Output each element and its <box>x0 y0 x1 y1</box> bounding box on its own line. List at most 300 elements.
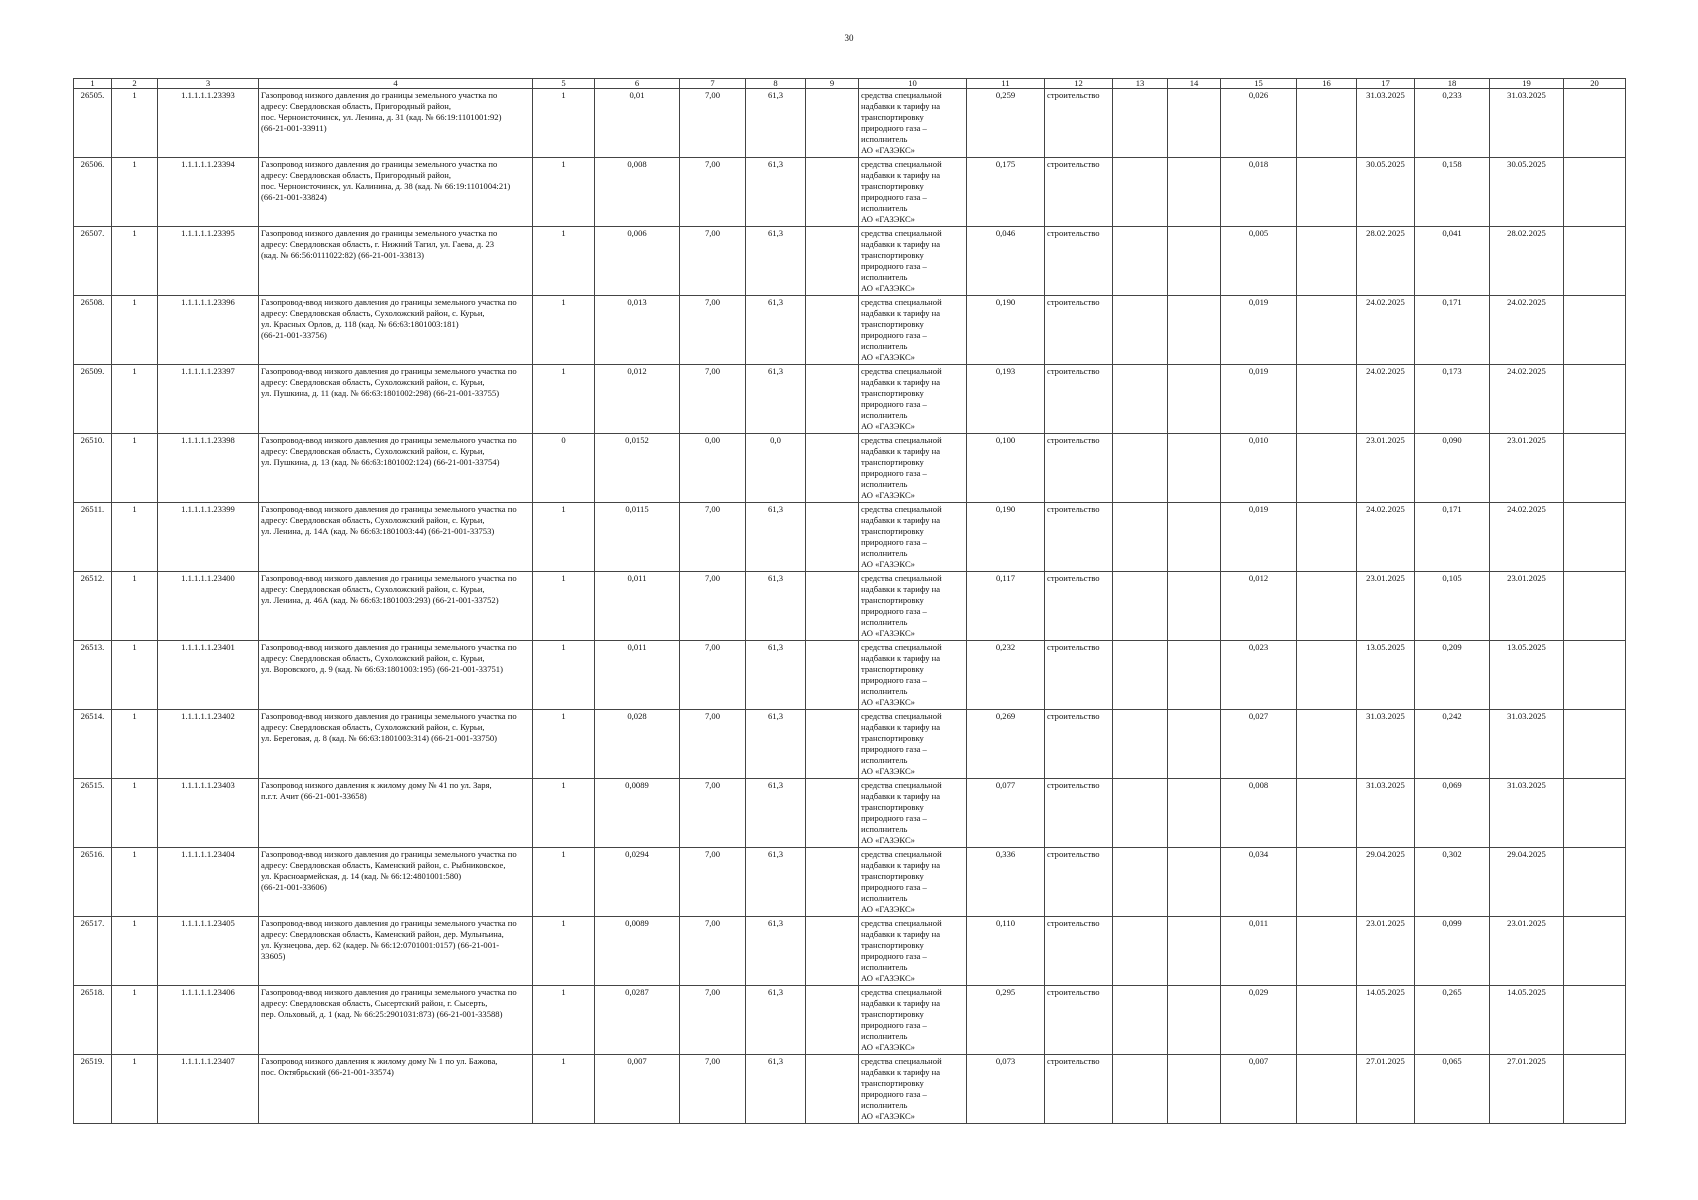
cell <box>1297 158 1357 227</box>
cell: 1 <box>533 917 595 986</box>
cell <box>1168 227 1221 296</box>
cell: 1 <box>533 89 595 158</box>
funding-source: средства специальной надбавки к тарифу на транспортировку природного газа – исполнитель АО «ГАЗЭКС» <box>859 986 967 1055</box>
cell: 61,3 <box>746 1055 806 1124</box>
object-description: Газопровод низкого давления к жилому дому № 1 по ул. Бажова, пос. Октябрьский (66-21-001-33574) <box>259 1055 533 1124</box>
cell <box>1168 779 1221 848</box>
column-number-row <box>74 79 1626 89</box>
object-code: 1.1.1.1.1.23405 <box>158 917 259 986</box>
work-type: строительство <box>1045 365 1113 434</box>
cell <box>1297 434 1357 503</box>
cell: 7,00 <box>680 986 746 1055</box>
funding-source: средства специальной надбавки к тарифу на транспортировку природного газа – исполнитель АО «ГАЗЭКС» <box>859 917 967 986</box>
cell <box>1113 641 1168 710</box>
cell: 1 <box>533 503 595 572</box>
object-description: Газопровод низкого давления до границы земельного участка по адресу: Свердловская область, Пригородный район, пос. Черноисточинск, ул. Ленина, д. 31 (кад. № 66:19:1101001:92) (66-21-001-33911) <box>259 89 533 158</box>
start-date: 13.05.2025 <box>1357 641 1415 710</box>
cell <box>1564 986 1626 1055</box>
cell: 61,3 <box>746 986 806 1055</box>
end-date: 30.05.2025 <box>1490 158 1564 227</box>
column-header: 15 <box>1221 79 1297 89</box>
cell: 0,008 <box>1221 779 1297 848</box>
cell <box>1113 848 1168 917</box>
work-type: строительство <box>1045 89 1113 158</box>
object-description: Газопровод-ввод низкого давления до границы земельного участка по адресу: Свердловская область, Каменский район, дер. Мульнъина, ул. Кузнецова, дер. 62 (кадер. № 66:12:0701001:0157) (66-21-001- 33605) <box>259 917 533 986</box>
object-code: 1.1.1.1.1.23401 <box>158 641 259 710</box>
cell: 7,00 <box>680 365 746 434</box>
work-type: строительство <box>1045 1055 1113 1124</box>
cell <box>806 158 859 227</box>
cell: 7,00 <box>680 296 746 365</box>
cell: 0,019 <box>1221 365 1297 434</box>
cell: 7,00 <box>680 1055 746 1124</box>
end-date: 24.02.2025 <box>1490 503 1564 572</box>
row-number: 26516. <box>74 848 112 917</box>
cell <box>1564 503 1626 572</box>
end-date: 31.03.2025 <box>1490 779 1564 848</box>
column-header: 18 <box>1415 79 1490 89</box>
column-header: 17 <box>1357 79 1415 89</box>
cell: 0,073 <box>967 1055 1045 1124</box>
cell <box>1168 710 1221 779</box>
cell: 61,3 <box>746 779 806 848</box>
cell <box>1297 227 1357 296</box>
cell: 1 <box>112 572 158 641</box>
cell: 0,117 <box>967 572 1045 641</box>
funding-source: средства специальной надбавки к тарифу на транспортировку природного газа – исполнитель АО «ГАЗЭКС» <box>859 158 967 227</box>
object-description: Газопровод-ввод низкого давления до границы земельного участка по адресу: Свердловская область, Сухоложский район, с. Курьи, ул. Пушкина, д. 13 (кад. № 66:63:1801002:124) (66-21-001-33754) <box>259 434 533 503</box>
cell: 7,00 <box>680 158 746 227</box>
cell: 0 <box>533 434 595 503</box>
cell <box>1113 572 1168 641</box>
row-number: 26509. <box>74 365 112 434</box>
cell: 0,269 <box>967 710 1045 779</box>
cell <box>806 227 859 296</box>
cell: 0,006 <box>595 227 680 296</box>
cell <box>806 572 859 641</box>
cell <box>1564 89 1626 158</box>
funding-source: средства специальной надбавки к тарифу на транспортировку природного газа – исполнитель АО «ГАЗЭКС» <box>859 365 967 434</box>
cell <box>806 1055 859 1124</box>
cell <box>1168 641 1221 710</box>
cell: 1 <box>112 365 158 434</box>
cell: 7,00 <box>680 89 746 158</box>
cell: 1 <box>533 296 595 365</box>
cell: 0,007 <box>595 1055 680 1124</box>
column-header: 7 <box>680 79 746 89</box>
cell: 0,0089 <box>595 779 680 848</box>
object-code: 1.1.1.1.1.23399 <box>158 503 259 572</box>
object-description: Газопровод-ввод низкого давления до границы земельного участка по адресу: Свердловская область, Сухоложский район, с. Курьи, ул. Ленина, д. 46А (кад. № 66:63:1801003:293) (66-21-001-33752) <box>259 572 533 641</box>
cell <box>1297 986 1357 1055</box>
cell <box>1168 89 1221 158</box>
cell: 0,209 <box>1415 641 1490 710</box>
object-code: 1.1.1.1.1.23406 <box>158 986 259 1055</box>
cell <box>1297 710 1357 779</box>
cell: 1 <box>112 503 158 572</box>
funding-source: средства специальной надбавки к тарифу на транспортировку природного газа – исполнитель АО «ГАЗЭКС» <box>859 434 967 503</box>
cell <box>1564 710 1626 779</box>
column-header: 3 <box>158 79 259 89</box>
object-description: Газопровод-ввод низкого давления до границы земельного участка по адресу: Свердловская область, Сухоложский район, с. Курьи, ул. Пушкина, д. 11 (кад. № 66:63:1801002:298) (66-21-001-33755) <box>259 365 533 434</box>
cell: 1 <box>112 1055 158 1124</box>
start-date: 24.02.2025 <box>1357 503 1415 572</box>
cell <box>806 917 859 986</box>
object-description: Газопровод-ввод низкого давления до границы земельного участка по адресу: Свердловская область, Сухоложский район, с. Курьи, ул. Береговая, д. 8 (кад. № 66:63:1801003:314) (66-21-001-33750) <box>259 710 533 779</box>
cell: 7,00 <box>680 572 746 641</box>
cell: 0,011 <box>595 641 680 710</box>
work-type: строительство <box>1045 710 1113 779</box>
cell: 0,100 <box>967 434 1045 503</box>
cell: 1 <box>533 1055 595 1124</box>
table-row <box>74 710 1626 779</box>
table-row <box>74 572 1626 641</box>
row-number: 26508. <box>74 296 112 365</box>
object-description: Газопровод-ввод низкого давления до границы земельного участка по адресу: Свердловская область, Сухоложский район, с. Курьи, ул. Воровского, д. 9 (кад. № 66:63:1801003:195) (66-21-001-33751) <box>259 641 533 710</box>
cell: 0,013 <box>595 296 680 365</box>
cell: 1 <box>533 710 595 779</box>
column-header: 1 <box>74 79 112 89</box>
cell <box>1113 917 1168 986</box>
cell: 1 <box>533 572 595 641</box>
end-date: 31.03.2025 <box>1490 89 1564 158</box>
cell: 7,00 <box>680 227 746 296</box>
cell <box>1113 1055 1168 1124</box>
cell: 0,0287 <box>595 986 680 1055</box>
cell: 0,173 <box>1415 365 1490 434</box>
table-row <box>74 848 1626 917</box>
table-row <box>74 158 1626 227</box>
cell: 0,0 <box>746 434 806 503</box>
cell: 1 <box>533 641 595 710</box>
cell: 0,190 <box>967 296 1045 365</box>
start-date: 14.05.2025 <box>1357 986 1415 1055</box>
start-date: 27.01.2025 <box>1357 1055 1415 1124</box>
cell: 7,00 <box>680 503 746 572</box>
work-type: строительство <box>1045 572 1113 641</box>
cell <box>806 434 859 503</box>
start-date: 28.02.2025 <box>1357 227 1415 296</box>
cell: 61,3 <box>746 572 806 641</box>
cell: 0,232 <box>967 641 1045 710</box>
column-header: 20 <box>1564 79 1626 89</box>
cell: 0,0089 <box>595 917 680 986</box>
column-header: 10 <box>859 79 967 89</box>
end-date: 28.02.2025 <box>1490 227 1564 296</box>
cell: 7,00 <box>680 710 746 779</box>
cell <box>1564 158 1626 227</box>
end-date: 31.03.2025 <box>1490 710 1564 779</box>
cell <box>1564 227 1626 296</box>
object-description: Газопровод-ввод низкого давления до границы земельного участка по адресу: Свердловская область, Сухоложский район, с. Курьи, ул. Красных Орлов, д. 118 (кад. № 66:63:1801003:181) (66-21-001-33756) <box>259 296 533 365</box>
end-date: 24.02.2025 <box>1490 365 1564 434</box>
cell: 61,3 <box>746 158 806 227</box>
cell: 1 <box>112 434 158 503</box>
funding-source: средства специальной надбавки к тарифу на транспортировку природного газа – исполнитель АО «ГАЗЭКС» <box>859 641 967 710</box>
cell <box>1113 158 1168 227</box>
cell: 0,00 <box>680 434 746 503</box>
cell: 0,265 <box>1415 986 1490 1055</box>
cell: 7,00 <box>680 641 746 710</box>
table-body <box>74 89 1626 1124</box>
object-code: 1.1.1.1.1.23394 <box>158 158 259 227</box>
work-type: строительство <box>1045 986 1113 1055</box>
cell: 0,034 <box>1221 848 1297 917</box>
cell: 0,011 <box>595 572 680 641</box>
cell <box>1168 365 1221 434</box>
cell: 0,171 <box>1415 296 1490 365</box>
object-description: Газопровод-ввод низкого давления до границы земельного участка по адресу: Свердловская область, Сысертский район, г. Сысерть, пер. Ольховый, д. 1 (кад. № 66:25:2901031:873) (66-21-001-33588) <box>259 986 533 1055</box>
cell <box>1113 503 1168 572</box>
investment-table <box>73 78 1626 1124</box>
row-number: 26505. <box>74 89 112 158</box>
cell <box>806 710 859 779</box>
cell <box>1564 365 1626 434</box>
cell <box>1113 986 1168 1055</box>
cell: 0,105 <box>1415 572 1490 641</box>
cell: 0,0115 <box>595 503 680 572</box>
start-date: 24.02.2025 <box>1357 296 1415 365</box>
cell <box>1564 779 1626 848</box>
cell: 61,3 <box>746 917 806 986</box>
cell: 0,242 <box>1415 710 1490 779</box>
cell: 0,175 <box>967 158 1045 227</box>
object-description: Газопровод низкого давления до границы земельного участка по адресу: Свердловская область, г. Нижний Тагил, ул. Гаева, д. 23 (кад. № 66:56:0111022:82) (66-21-001-33813) <box>259 227 533 296</box>
row-number: 26519. <box>74 1055 112 1124</box>
cell <box>806 296 859 365</box>
cell <box>1564 434 1626 503</box>
table-row <box>74 1055 1626 1124</box>
cell: 1 <box>533 227 595 296</box>
work-type: строительство <box>1045 503 1113 572</box>
table-row <box>74 779 1626 848</box>
work-type: строительство <box>1045 227 1113 296</box>
object-code: 1.1.1.1.1.23396 <box>158 296 259 365</box>
column-header: 8 <box>746 79 806 89</box>
cell: 0,028 <box>595 710 680 779</box>
object-description: Газопровод низкого давления до границы земельного участка по адресу: Свердловская область, Пригородный район, пос. Черноисточинск, ул. Калинина, д. 38 (кад. № 66:19:1101004:21) (66-21-001-33824) <box>259 158 533 227</box>
cell: 61,3 <box>746 296 806 365</box>
object-code: 1.1.1.1.1.23395 <box>158 227 259 296</box>
cell <box>1297 917 1357 986</box>
start-date: 30.05.2025 <box>1357 158 1415 227</box>
table-row <box>74 296 1626 365</box>
cell <box>1168 917 1221 986</box>
start-date: 31.03.2025 <box>1357 710 1415 779</box>
cell: 0,027 <box>1221 710 1297 779</box>
cell: 1 <box>533 986 595 1055</box>
cell: 1 <box>112 848 158 917</box>
object-code: 1.1.1.1.1.23400 <box>158 572 259 641</box>
funding-source: средства специальной надбавки к тарифу на транспортировку природного газа – исполнитель АО «ГАЗЭКС» <box>859 710 967 779</box>
cell <box>806 986 859 1055</box>
table-row <box>74 641 1626 710</box>
cell: 1 <box>112 917 158 986</box>
work-type: строительство <box>1045 434 1113 503</box>
funding-source: средства специальной надбавки к тарифу на транспортировку природного газа – исполнитель АО «ГАЗЭКС» <box>859 848 967 917</box>
work-type: строительство <box>1045 641 1113 710</box>
end-date: 23.01.2025 <box>1490 917 1564 986</box>
funding-source: средства специальной надбавки к тарифу на транспортировку природного газа – исполнитель АО «ГАЗЭКС» <box>859 503 967 572</box>
cell: 1 <box>112 986 158 1055</box>
cell <box>1297 641 1357 710</box>
object-description: Газопровод низкого давления к жилому дому № 41 по ул. Заря, п.г.т. Ачит (66-21-001-33658) <box>259 779 533 848</box>
cell <box>806 848 859 917</box>
cell: 61,3 <box>746 365 806 434</box>
cell <box>1297 296 1357 365</box>
column-header: 9 <box>806 79 859 89</box>
cell: 1 <box>112 296 158 365</box>
cell <box>1113 434 1168 503</box>
row-number: 26513. <box>74 641 112 710</box>
cell <box>1113 227 1168 296</box>
funding-source: средства специальной надбавки к тарифу на транспортировку природного газа – исполнитель АО «ГАЗЭКС» <box>859 779 967 848</box>
cell <box>1297 572 1357 641</box>
cell: 1 <box>112 710 158 779</box>
cell <box>1168 1055 1221 1124</box>
funding-source: средства специальной надбавки к тарифу на транспортировку природного газа – исполнитель АО «ГАЗЭКС» <box>859 572 967 641</box>
end-date: 14.05.2025 <box>1490 986 1564 1055</box>
cell <box>1297 848 1357 917</box>
cell: 0,077 <box>967 779 1045 848</box>
cell <box>1168 434 1221 503</box>
cell <box>1113 296 1168 365</box>
object-code: 1.1.1.1.1.23402 <box>158 710 259 779</box>
cell <box>1113 779 1168 848</box>
start-date: 23.01.2025 <box>1357 434 1415 503</box>
end-date: 29.04.2025 <box>1490 848 1564 917</box>
cell <box>1113 365 1168 434</box>
cell: 0,007 <box>1221 1055 1297 1124</box>
cell: 0,019 <box>1221 296 1297 365</box>
funding-source: средства специальной надбавки к тарифу на транспортировку природного газа – исполнитель АО «ГАЗЭКС» <box>859 89 967 158</box>
cell <box>1297 365 1357 434</box>
start-date: 29.04.2025 <box>1357 848 1415 917</box>
row-number: 26511. <box>74 503 112 572</box>
start-date: 24.02.2025 <box>1357 365 1415 434</box>
page-number: 30 <box>844 33 854 43</box>
cell <box>1564 572 1626 641</box>
end-date: 24.02.2025 <box>1490 296 1564 365</box>
cell <box>1168 848 1221 917</box>
end-date: 13.05.2025 <box>1490 641 1564 710</box>
cell: 61,3 <box>746 710 806 779</box>
row-number: 26512. <box>74 572 112 641</box>
column-header: 6 <box>595 79 680 89</box>
cell: 1 <box>112 779 158 848</box>
cell: 0,099 <box>1415 917 1490 986</box>
work-type: строительство <box>1045 158 1113 227</box>
cell: 0,01 <box>595 89 680 158</box>
start-date: 31.03.2025 <box>1357 779 1415 848</box>
column-header: 4 <box>259 79 533 89</box>
column-header: 19 <box>1490 79 1564 89</box>
cell: 61,3 <box>746 503 806 572</box>
cell: 1 <box>112 89 158 158</box>
row-number: 26518. <box>74 986 112 1055</box>
cell: 0,065 <box>1415 1055 1490 1124</box>
cell: 0,019 <box>1221 503 1297 572</box>
cell: 61,3 <box>746 848 806 917</box>
cell <box>806 503 859 572</box>
cell: 0,259 <box>967 89 1045 158</box>
cell: 1 <box>112 158 158 227</box>
cell: 61,3 <box>746 641 806 710</box>
cell <box>1168 296 1221 365</box>
cell: 1 <box>112 227 158 296</box>
object-code: 1.1.1.1.1.23398 <box>158 434 259 503</box>
cell: 1 <box>533 158 595 227</box>
cell: 0,041 <box>1415 227 1490 296</box>
cell <box>1168 503 1221 572</box>
work-type: строительство <box>1045 296 1113 365</box>
cell: 0,005 <box>1221 227 1297 296</box>
column-header: 16 <box>1297 79 1357 89</box>
cell: 7,00 <box>680 779 746 848</box>
cell: 0,190 <box>967 503 1045 572</box>
start-date: 31.03.2025 <box>1357 89 1415 158</box>
table-row <box>74 365 1626 434</box>
cell: 0,026 <box>1221 89 1297 158</box>
cell: 0,046 <box>967 227 1045 296</box>
cell <box>1297 779 1357 848</box>
cell <box>1113 710 1168 779</box>
table-row <box>74 434 1626 503</box>
cell: 1 <box>533 848 595 917</box>
cell <box>1113 89 1168 158</box>
object-code: 1.1.1.1.1.23403 <box>158 779 259 848</box>
cell: 0,0294 <box>595 848 680 917</box>
cell: 0,023 <box>1221 641 1297 710</box>
cell <box>1564 296 1626 365</box>
column-header: 12 <box>1045 79 1113 89</box>
end-date: 27.01.2025 <box>1490 1055 1564 1124</box>
cell <box>1564 1055 1626 1124</box>
column-header: 5 <box>533 79 595 89</box>
cell <box>1564 848 1626 917</box>
cell <box>806 365 859 434</box>
cell: 7,00 <box>680 848 746 917</box>
cell: 0,110 <box>967 917 1045 986</box>
table-row <box>74 917 1626 986</box>
object-code: 1.1.1.1.1.23397 <box>158 365 259 434</box>
object-code: 1.1.1.1.1.23407 <box>158 1055 259 1124</box>
cell: 1 <box>112 641 158 710</box>
column-header: 13 <box>1113 79 1168 89</box>
cell: 7,00 <box>680 917 746 986</box>
row-number: 26506. <box>74 158 112 227</box>
cell <box>1564 641 1626 710</box>
cell: 0,011 <box>1221 917 1297 986</box>
start-date: 23.01.2025 <box>1357 572 1415 641</box>
end-date: 23.01.2025 <box>1490 434 1564 503</box>
column-header: 11 <box>967 79 1045 89</box>
row-number: 26510. <box>74 434 112 503</box>
table-row <box>74 89 1626 158</box>
cell: 0,158 <box>1415 158 1490 227</box>
cell: 0,295 <box>967 986 1045 1055</box>
start-date: 23.01.2025 <box>1357 917 1415 986</box>
object-description: Газопровод-ввод низкого давления до границы земельного участка по адресу: Свердловская область, Каменский район, с. Рыбниковское, ул. Красноармейская, д. 14 (кад. № 66:12:4801001:580) (66-21-001-33606) <box>259 848 533 917</box>
end-date: 23.01.2025 <box>1490 572 1564 641</box>
table-row <box>74 227 1626 296</box>
cell <box>1297 503 1357 572</box>
work-type: строительство <box>1045 917 1113 986</box>
cell: 0,0152 <box>595 434 680 503</box>
cell: 0,010 <box>1221 434 1297 503</box>
cell: 0,336 <box>967 848 1045 917</box>
table-row <box>74 503 1626 572</box>
